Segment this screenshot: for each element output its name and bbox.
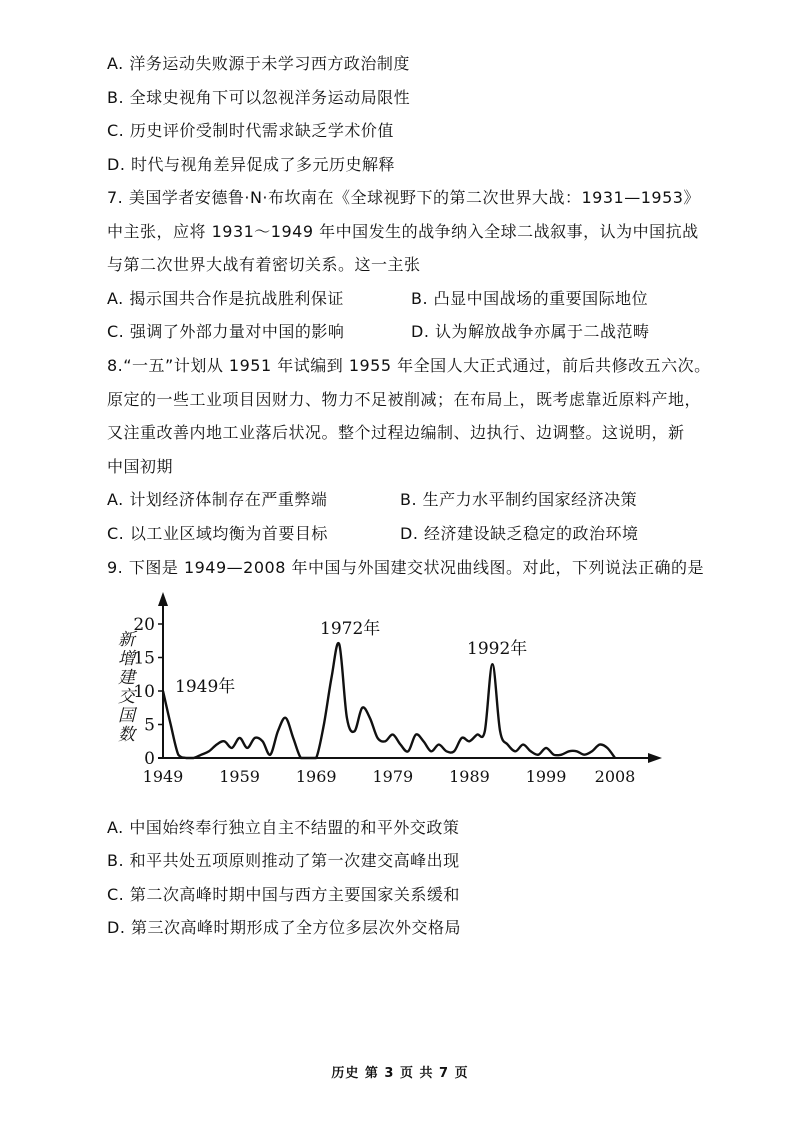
- x-tick-label: 1979: [372, 767, 414, 786]
- x-tick-group: [143, 767, 636, 786]
- q7-option-a: A. 揭示国共合作是抗战胜利保证: [107, 289, 344, 308]
- q9-option-a: A. 中国始终奉行独立自主不结盟的和平外交政策: [107, 818, 460, 837]
- q7-stem-line2: 中主张，应将 1931～1949 年中国发生的战争纳入全球二战叙事，认为中国抗战: [107, 222, 699, 241]
- annotation-1949: 1949年: [175, 677, 236, 697]
- x-tick-label: 1999: [525, 767, 567, 786]
- q9-option-b: B. 和平共处五项原则推动了第一次建交高峰出现: [107, 851, 460, 870]
- q8-option-d: D. 经济建设缺乏稳定的政治环境: [400, 524, 639, 543]
- y-tick-label: 10: [133, 682, 155, 702]
- x-tick-label: 1959: [219, 767, 260, 786]
- q8-option-a: A. 计划经济体制存在严重弊端: [107, 490, 328, 509]
- diplomatic-relations-chart: [100, 588, 670, 803]
- y-axis-arrow: [158, 592, 168, 606]
- q7-stem-line1: 7. 美国学者安德鲁·N·布坎南在《全球视野下的第二次世界大战：1931—1953》: [107, 188, 700, 207]
- q8-option-c: C. 以工业区域均衡为首要目标: [107, 524, 328, 543]
- q6-option-a: A. 洋务运动失败源于未学习西方政治制度: [107, 54, 410, 73]
- q7-stem-line3: 与第二次世界大战有着密切关系。这一主张: [107, 255, 421, 274]
- q8-stem-line2: 原定的一些工业项目因财力、物力不足被削减；在布局上，既考虑靠近原料产地，: [107, 390, 702, 409]
- q9-option-d: D. 第三次高峰时期形成了全方位多层次外交格局: [107, 918, 461, 937]
- x-tick-label: 1989: [449, 767, 490, 786]
- annotation-1972: 1972年: [320, 619, 381, 639]
- q6-option-d: D. 时代与视角差异促成了多元历史解释: [107, 155, 395, 174]
- q6-option-c: C. 历史评价受制时代需求缺乏学术价值: [107, 121, 394, 140]
- y-tick-label: 0: [144, 749, 155, 769]
- x-tick-label: 2008: [594, 767, 636, 786]
- annotation-1992: 1992年: [467, 639, 528, 659]
- x-axis-arrow: [648, 753, 662, 763]
- y-axis-label: 新增建交国数: [114, 630, 134, 744]
- y-tick-label: 20: [133, 615, 155, 635]
- q7-option-d: D. 认为解放战争亦属于二战范畴: [411, 322, 650, 341]
- q7-option-c: C. 强调了外部力量对中国的影响: [107, 322, 345, 341]
- q8-option-b: B. 生产力水平制约国家经济决策: [400, 490, 638, 509]
- q8-stem-line1: 8.“一五”计划从 1951 年试编到 1955 年全国人大正式通过，前后共修改五六次。: [107, 356, 711, 375]
- page-footer: 历史 第 3 页 共 7 页: [331, 1066, 469, 1081]
- q8-stem-line3: 又注重改善内地工业落后状况。整个过程边编制、边执行、边调整。这说明，新: [107, 423, 685, 442]
- q8-stem-line4: 中国初期: [107, 457, 174, 476]
- y-tick-label: 5: [144, 715, 155, 736]
- q7-option-b: B. 凸显中国战场的重要国际地位: [411, 289, 649, 308]
- y-tick-label: 15: [133, 648, 155, 669]
- x-tick-label: 1949: [142, 767, 184, 786]
- q9-option-c: C. 第二次高峰时期中国与西方主要国家关系缓和: [107, 885, 460, 904]
- q6-option-b: B. 全球史视角下可以忽视洋务运动局限性: [107, 88, 411, 107]
- x-tick-label: 1969: [295, 767, 337, 786]
- q9-stem: 9. 下图是 1949—2008 年中国与外国建交状况曲线图。对此，下列说法正确的是: [107, 558, 704, 577]
- y-tick-group: [133, 615, 163, 769]
- series-line: [163, 643, 615, 758]
